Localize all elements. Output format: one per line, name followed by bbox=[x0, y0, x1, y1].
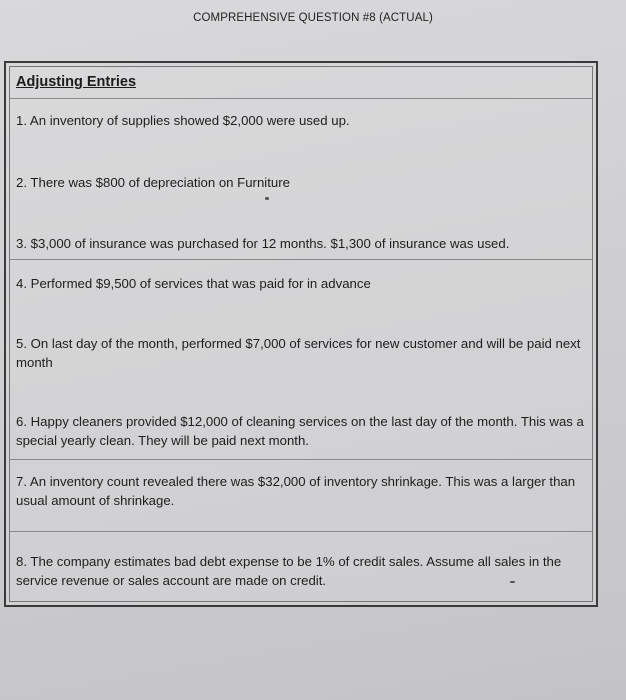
entry-5: 5. On last day of the month, performed $7,000 of services for new customer and will be paid next month bbox=[16, 336, 581, 370]
entry-4: 4. Performed $9,500 of services that was paid for in advance bbox=[16, 276, 371, 291]
entry-3: 3. $3,000 of insurance was purchased for 12 months. $1,300 of insurance was used. bbox=[16, 236, 510, 251]
divider-line bbox=[10, 259, 592, 260]
entry-8: 8. The company estimates bad debt expense to be 1% of credit sales. Assume all sales in the service revenue or sales account are made on credit. bbox=[16, 554, 562, 588]
entry-6: 6. Happy cleaners provided $12,000 of cleaning services on the last day of the month. This was a special yearly clean. They will be paid next month. bbox=[16, 414, 584, 448]
speck-mark bbox=[265, 197, 269, 200]
entry-1: 1. An inventory of supplies showed $2,000 were used up. bbox=[16, 113, 350, 128]
divider-line bbox=[10, 459, 592, 460]
inner-border bbox=[9, 66, 593, 602]
section-title: Adjusting Entries bbox=[16, 74, 137, 90]
divider-line bbox=[10, 531, 592, 532]
speck-mark bbox=[510, 581, 515, 583]
adjusting-entries-box bbox=[4, 61, 598, 607]
entry-7: 7. An inventory count revealed there was $32,000 of inventory shrinkage. This was a larger than usual amount of shrinkage. bbox=[16, 474, 576, 508]
divider-line bbox=[10, 98, 592, 99]
entry-2: 2. There was $800 of depreciation on Furniture bbox=[16, 175, 290, 190]
page-title: COMPREHENSIVE QUESTION #8 (ACTUAL) bbox=[193, 12, 433, 24]
